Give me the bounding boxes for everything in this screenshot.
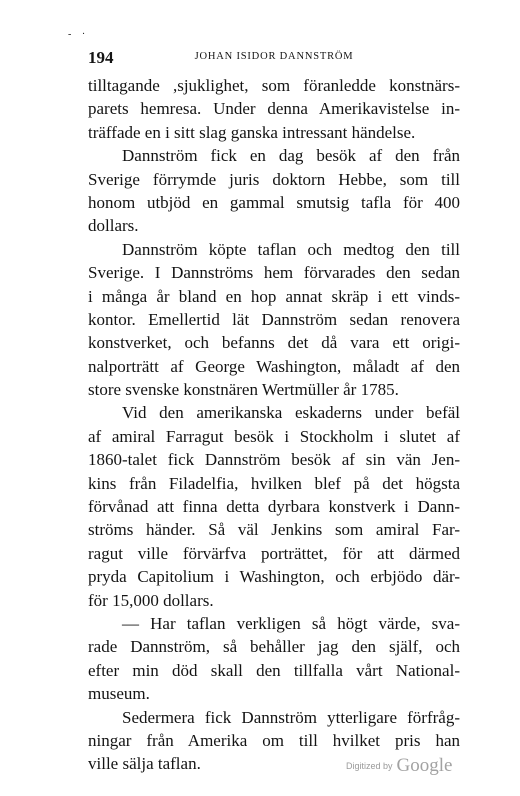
text-line: ragut ville förvärfva porträttet, för att därmed [88,543,460,563]
text-line: af amiral Farragut besök i Stockholm i slutet af [88,426,460,446]
body-text [88,74,460,776]
text-line: Dannström köpte taflan och medtog den till [122,239,460,259]
text-line: Sverige. I Dannströms hem förvarades den sedan [88,263,460,283]
watermark-prefix: Digitized by [346,761,393,771]
text-line: Sedermera fick Dannström ytterligare förfråg- [122,707,460,727]
text-line: ville sälja taflan. [88,754,201,774]
text-line: för 15,000 dollars. [88,590,214,610]
text-line: honom utbjöd en gammal smutsig tafla för 400 [88,192,460,212]
text-line: parets hemresa. Under denna Amerikavistelse in- [88,99,460,119]
text-line: kontor. Emellertid lät Dannström sedan renovera [88,309,460,329]
text-line: förvånad att finna detta dyrbara konstverk i Dann- [88,497,460,517]
text-line: Dannström fick en dag besök af den från [122,146,460,166]
text-line: kins från Filadelfia, hvilken blef på det högsta [88,473,460,493]
header-title: JOHAN ISIDOR DANNSTRÖM [194,51,354,62]
text-line: ningar från Amerika om till hvilket pris han [88,730,460,750]
corner-mark: - · [68,29,90,40]
text-line: rade Dannström, så behåller jag den själf, och [88,637,460,657]
text-line: Vid den amerikanska eskaderns under befäl [122,403,460,423]
text-line: i många år bland en hop annat skräp i ett vinds- [88,286,460,306]
text-line: ströms händer. Så väl Jenkins som amiral Far- [88,520,460,540]
page-number: 194 [88,48,114,67]
google-logo: Google [396,755,453,776]
running-head [88,48,460,68]
text-line: nalporträtt af George Washington, måladt af den [88,356,460,376]
text-line: 1860-talet fick Dannström besök af sin vän Jen- [88,450,460,470]
text-line: dollars. [88,216,139,236]
text-line: — Har taflan verkligen så högt värde, sva- [122,613,460,633]
text-line: museum. [88,684,150,704]
text-line: träffade en i sitt slag ganska intressant händelse. [88,122,416,142]
text-line: Sverige förrymde juris doktorn Hebbe, som till [88,169,460,189]
text-line: efter min död skall den tillfalla vårt National- [88,660,460,680]
text-line: pryda Capitolium i Washington, och erbjödo där- [88,567,460,587]
text-line: store svenske konstnären Wertmüller år 1785. [88,380,399,400]
digitized-watermark [346,755,452,777]
text-line: tilltagande ,sjuklighet, som föranledde konstnärs- [88,76,460,95]
text-line: konstverket, och befanns det då vara ett origi- [88,333,460,353]
